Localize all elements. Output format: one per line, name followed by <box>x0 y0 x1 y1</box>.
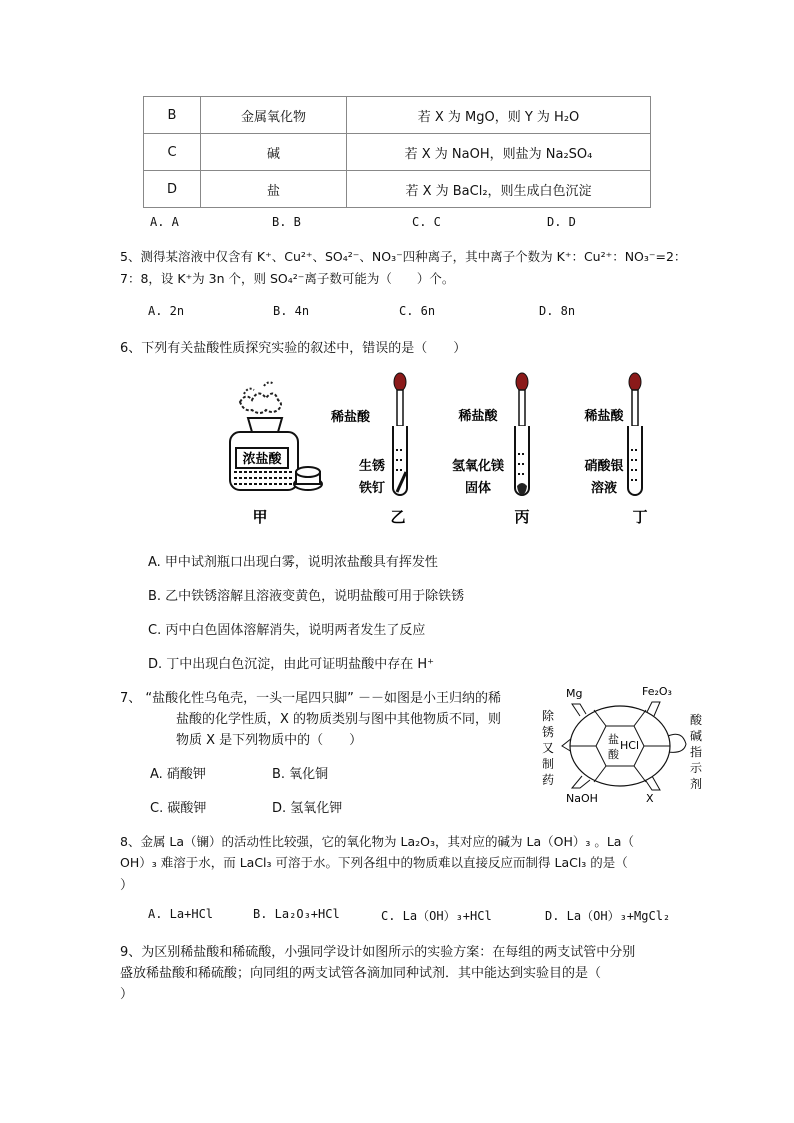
q4-option-c: C. C <box>412 215 441 229</box>
turtle-naoh: NaOH <box>566 792 598 805</box>
q5-option-b: B. 4n <box>273 304 310 318</box>
turtle-fe2o3: Fe₂O₃ <box>642 685 672 698</box>
q6-option-d: D. 丁中出现白色沉淀，由此可证明盐酸中存在 H⁺ <box>148 657 435 672</box>
hcl-bottle <box>230 382 322 526</box>
table-row <box>144 134 651 171</box>
q4-table <box>143 96 651 208</box>
q7-option-c: C. 碳酸钾 <box>150 801 207 816</box>
caption-ding: 丁 <box>632 508 648 526</box>
row-letter: D <box>144 171 201 208</box>
q4-option-d: D. D <box>547 215 576 229</box>
turtle-left-5: 药 <box>542 773 555 787</box>
bottle-label: 浓盐酸 <box>242 452 282 467</box>
caption-bing: 丙 <box>514 508 530 526</box>
q5-line2: 7：8，设 K⁺为 3n 个，则 SO₄²⁻离子数可能为（ ）个。 <box>120 271 455 286</box>
caption-yi: 乙 <box>390 508 406 526</box>
q5-option-a: A. 2n <box>148 304 185 318</box>
q7-line2: 盐酸的化学性质，X 的物质类别与图中其他物质不同，则 <box>176 712 502 727</box>
q7-option-d: D. 氢氧化钾 <box>272 801 343 816</box>
turtle-right-5: 剂 <box>690 777 703 791</box>
row-letter: B <box>144 97 201 134</box>
q7-option-b: B. 氧化铜 <box>272 767 329 782</box>
tube-b-top: 稀盐酸 <box>330 410 370 425</box>
turtle-right-1: 酸 <box>690 713 703 727</box>
row-type: 金属氧化物 <box>201 97 347 134</box>
q8-option-a: A. La+HCl <box>148 907 214 921</box>
q5-option-d: D. 8n <box>539 304 576 318</box>
q6-option-b: B. 乙中铁锈溶解且溶液变黄色，说明盐酸可用于除铁锈 <box>148 589 465 604</box>
turtle-mg: Mg <box>566 687 583 700</box>
tube-c-top: 稀盐酸 <box>458 409 498 424</box>
q6-option-c: C. 丙中白色固体溶解消失，说明两者发生了反应 <box>148 623 426 638</box>
turtle-left-4: 制 <box>542 757 555 771</box>
q9-line1: 9、为区别稀盐酸和稀硫酸，小强同学设计如图所示的实验方案：在每组的两支试管中分别 <box>120 945 636 960</box>
turtle-center-hcl: HCl <box>620 739 640 752</box>
q7-line1: 7、 “盐酸化性乌龟壳，一头一尾四只脚” －－如图是小王归纳的稀 <box>120 691 502 706</box>
row-type: 盐 <box>201 171 347 208</box>
q8-option-d: D. La（OH）₃+MgCl₂ <box>545 909 671 923</box>
q6-option-a: A. 甲中试剂瓶口出现白雾，说明浓盐酸具有挥发性 <box>148 555 438 570</box>
q8-line1: 8、金属 La（镧）的活动性比较强，它的氧化物为 La₂O₃，其对应的碱为 La（OH）₃ 。La（ <box>120 834 634 849</box>
tube-d-l2: 溶液 <box>590 481 618 496</box>
tube-c-l1: 氢氧化镁 <box>451 459 505 474</box>
turtle-center-l1: 盐 <box>608 733 619 746</box>
q8-line3: ） <box>120 878 134 893</box>
turtle-x: X <box>646 792 654 805</box>
q5-line1: 5、测得某溶液中仅含有 K⁺、Cu²⁺、SO₄²⁻、NO₃⁻四种离子，其中离子个数为 K⁺：Cu²⁺：NO₃⁻=2： <box>120 249 687 264</box>
turtle-right-3: 指 <box>690 745 703 759</box>
row-letter: C <box>144 134 201 171</box>
q4-option-b: B. B <box>272 215 301 229</box>
row-desc: 若 X 为 NaOH，则盐为 Na₂SO₄ <box>347 134 651 171</box>
tube-d <box>583 373 647 526</box>
turtle-right-2: 碱 <box>690 729 703 743</box>
q8-option-c: C. La（OH）₃+HCl <box>381 909 492 923</box>
q8-line2: OH）₃ 难溶于水，而 LaCl₃ 可溶于水。下列各组中的物质难以直接反应而制得 LaCl₃ 的是（ <box>120 855 628 870</box>
q6-stem: 6、下列有关盐酸性质探究实验的叙述中，错误的是（ ） <box>120 341 467 356</box>
tube-b <box>330 373 407 526</box>
q7-line3: 物质 X 是下列物质中的（ ） <box>176 733 363 748</box>
q7-turtle-figure <box>536 680 712 810</box>
tube-d-l1: 硝酸银 <box>584 459 624 474</box>
tube-b-l2: 铁钉 <box>358 481 385 496</box>
tube-b-l1: 生锈 <box>358 459 385 474</box>
turtle-left-2: 锈 <box>542 725 555 739</box>
tube-c <box>452 373 530 526</box>
table-row <box>144 171 651 208</box>
row-desc: 若 X 为 BaCl₂，则生成白色沉淀 <box>347 171 651 208</box>
tube-c-l2: 固体 <box>464 481 492 496</box>
q6-figure <box>220 372 680 532</box>
q8-option-b: B. La₂O₃+HCl <box>253 907 340 921</box>
q4-option-a: A. A <box>150 215 179 229</box>
tube-d-top: 稀盐酸 <box>584 409 624 424</box>
row-type: 碱 <box>201 134 347 171</box>
turtle-left-1: 除 <box>542 709 555 723</box>
table-row <box>144 97 651 134</box>
q5-option-c: C. 6n <box>399 304 436 318</box>
caption-jia: 甲 <box>252 508 268 526</box>
turtle-left-3: 又 <box>542 741 555 755</box>
q7-option-a: A. 硝酸钾 <box>150 767 206 782</box>
q9-line2: 盛放稀盐酸和稀硫酸；向同组的两支试管各滴加同种试剂．其中能达到实验目的是（ <box>120 966 602 981</box>
q9-line3: ） <box>120 987 134 1002</box>
turtle-center-l2: 酸 <box>608 748 619 761</box>
row-desc: 若 X 为 MgO，则 Y 为 H₂O <box>347 97 651 134</box>
turtle-right-4: 示 <box>690 761 703 775</box>
